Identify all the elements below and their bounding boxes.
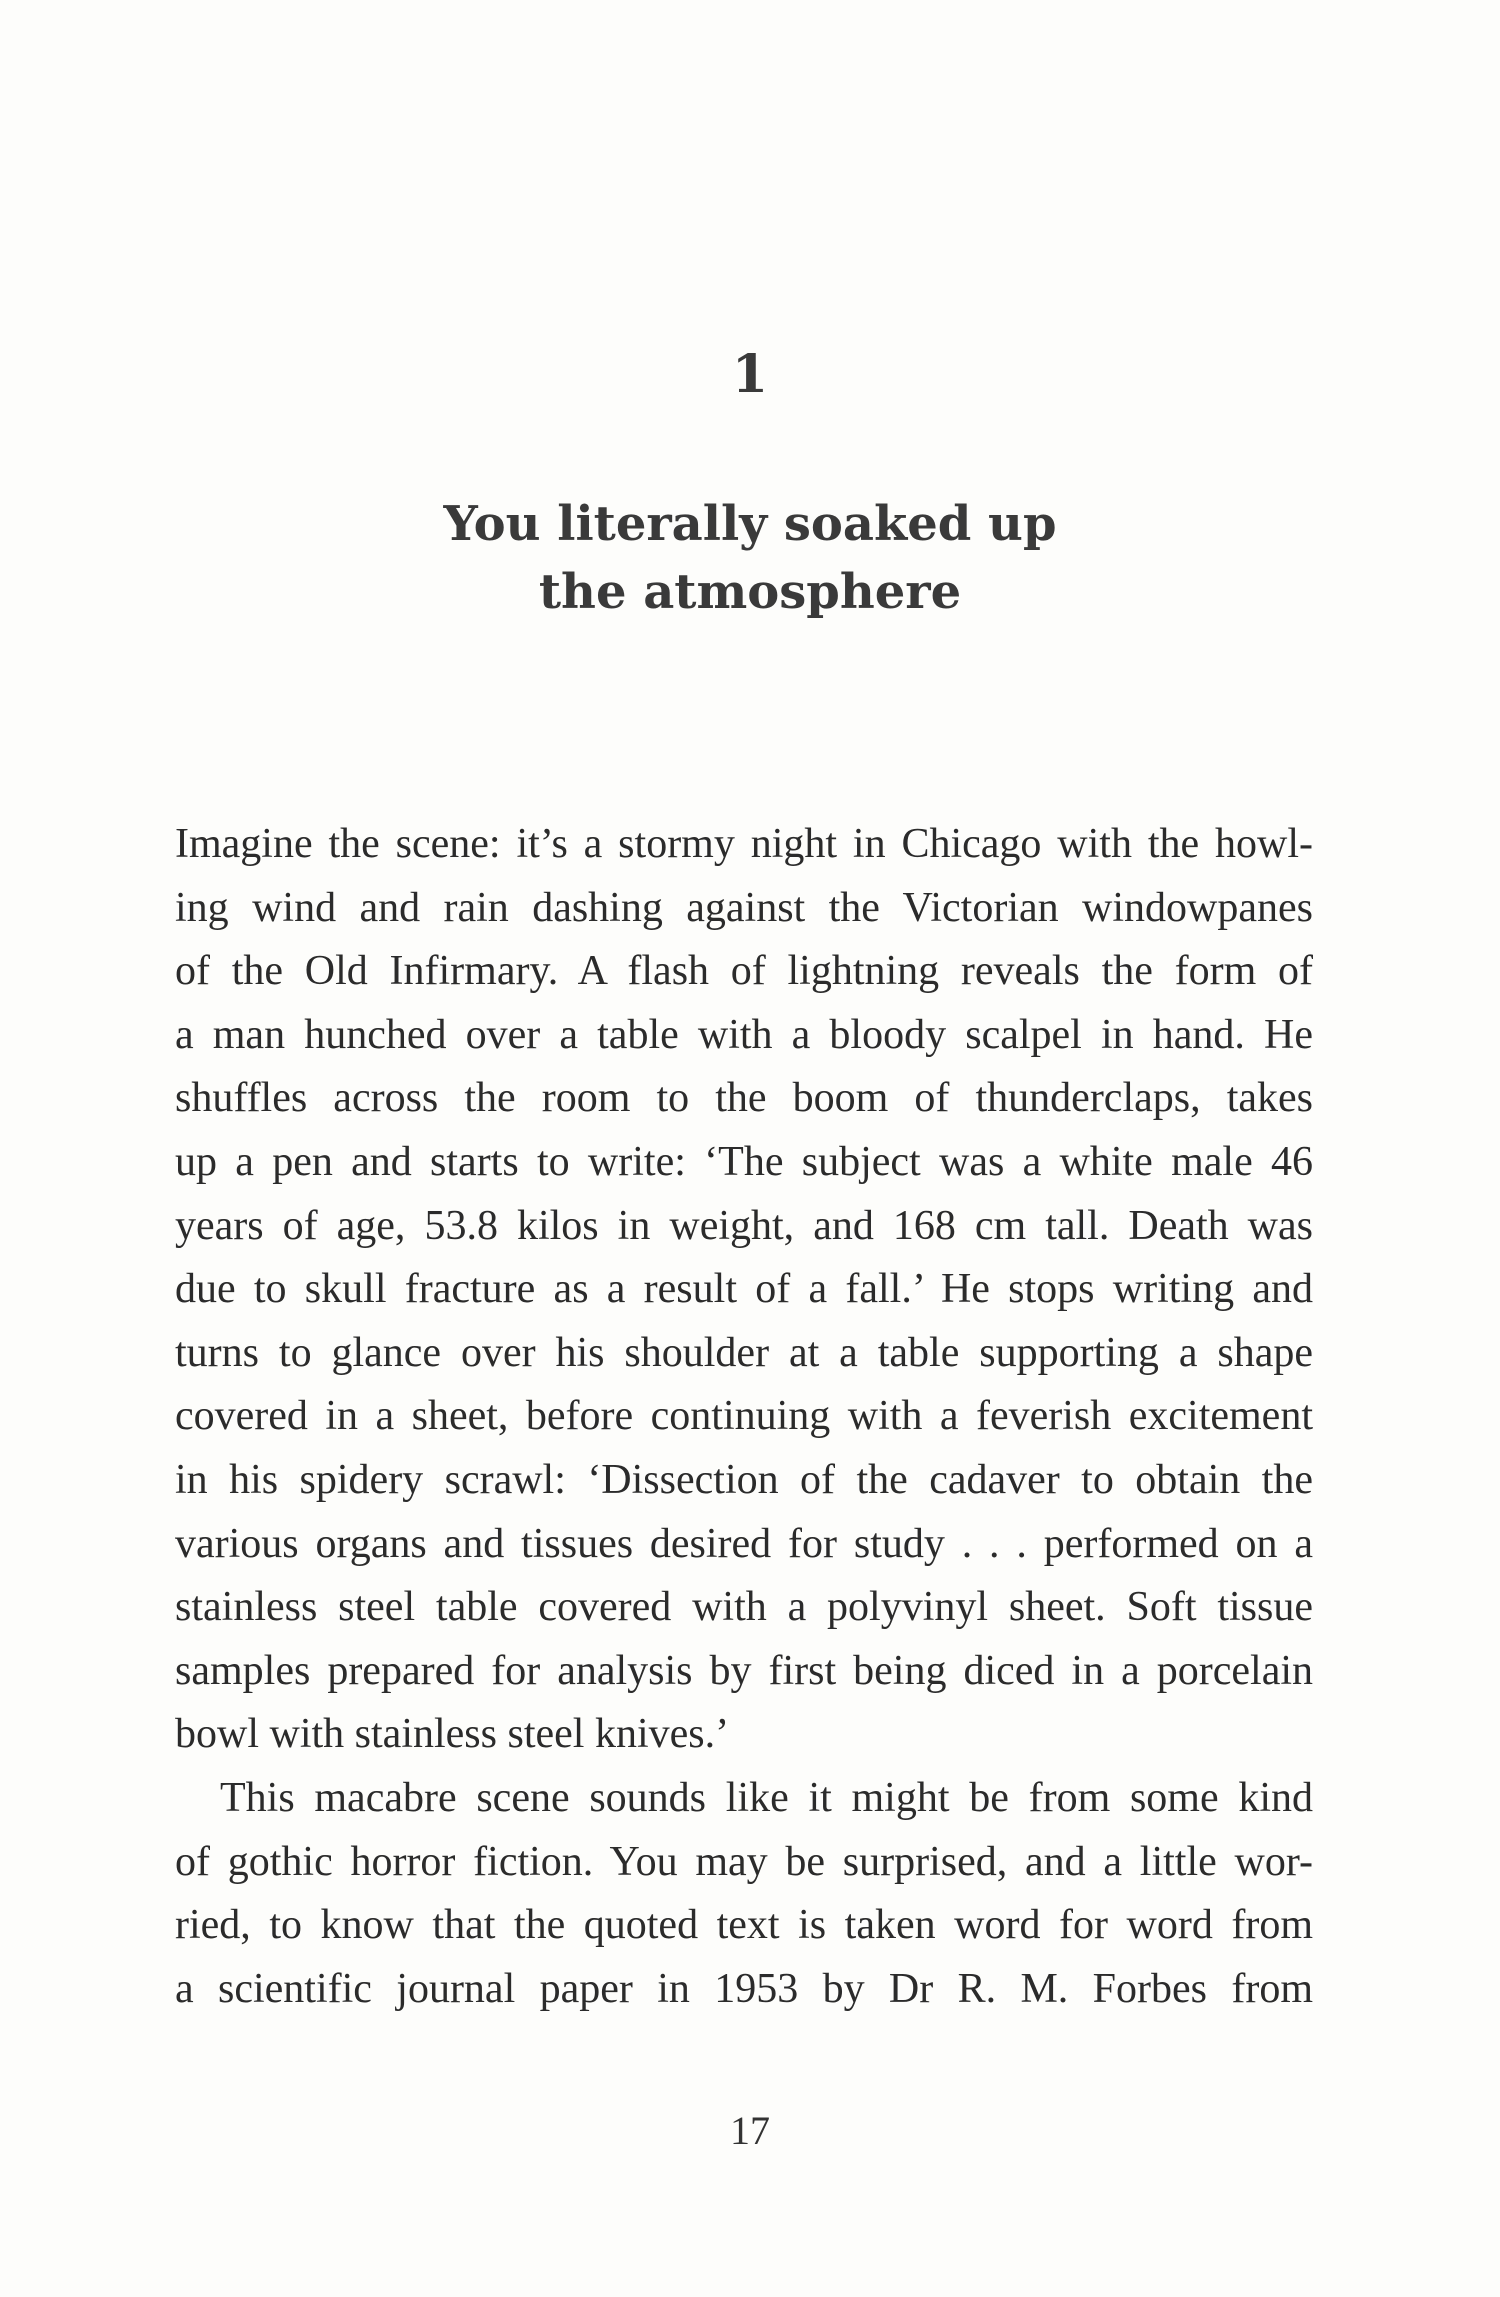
text-line: a man hunched over a table with a bloody scalpel in hand. He xyxy=(175,1011,1313,1058)
text-line: up a pen and starts to write: ‘The subject was a white male 46 xyxy=(175,1138,1313,1185)
page-number: 17 xyxy=(730,2108,770,2153)
text-line: ing wind and rain dashing against the Victorian windowpanes xyxy=(175,884,1313,931)
text-line: turns to glance over his shoulder at a table supporting a shape xyxy=(175,1329,1313,1376)
text-line: various organs and tissues desired for study . . . performed on a xyxy=(175,1520,1313,1567)
text-line: shuffles across the room to the boom of thunderclaps, takes xyxy=(175,1075,1313,1122)
body-text xyxy=(175,813,1313,2021)
text-line: of the Old Infirmary. A flash of lightning reveals the form of xyxy=(175,948,1313,995)
chapter-title-line: the atmosphere xyxy=(538,564,962,620)
text-line: due to skull fracture as a result of a fall.’ He stops writing and xyxy=(175,1266,1313,1313)
chapter-number: 1 xyxy=(731,344,769,405)
chapter-title xyxy=(0,490,1500,626)
text-line: covered in a sheet, before continuing with a feverish excitement xyxy=(175,1393,1313,1440)
chapter-title-line: You literally soaked up xyxy=(443,496,1057,552)
text-line: samples prepared for analysis by first being diced in a porcelain xyxy=(175,1647,1313,1694)
text-line: stainless steel table covered with a polyvinyl sheet. Soft tissue xyxy=(175,1584,1313,1631)
text-line: bowl with stainless steel knives.’ xyxy=(175,1711,730,1758)
text-line: ried, to know that the quoted text is taken word for word from xyxy=(175,1902,1313,1949)
text-line: years of age, 53.8 kilos in weight, and 168 cm tall. Death was xyxy=(175,1202,1313,1249)
text-line: This macabre scene sounds like it might be from some kind xyxy=(220,1774,1313,1821)
text-line: a scientific journal paper in 1953 by Dr R. M. Forbes from xyxy=(175,1965,1313,2012)
text-line: Imagine the scene: it’s a stormy night in Chicago with the howl- xyxy=(175,821,1313,867)
paragraph xyxy=(175,813,1313,1767)
paragraph xyxy=(175,1767,1313,2021)
text-line: of gothic horror fiction. You may be surprised, and a little wor- xyxy=(175,1838,1313,1885)
text-line: in his spidery scrawl: ‘Dissection of the cadaver to obtain the xyxy=(175,1456,1313,1503)
